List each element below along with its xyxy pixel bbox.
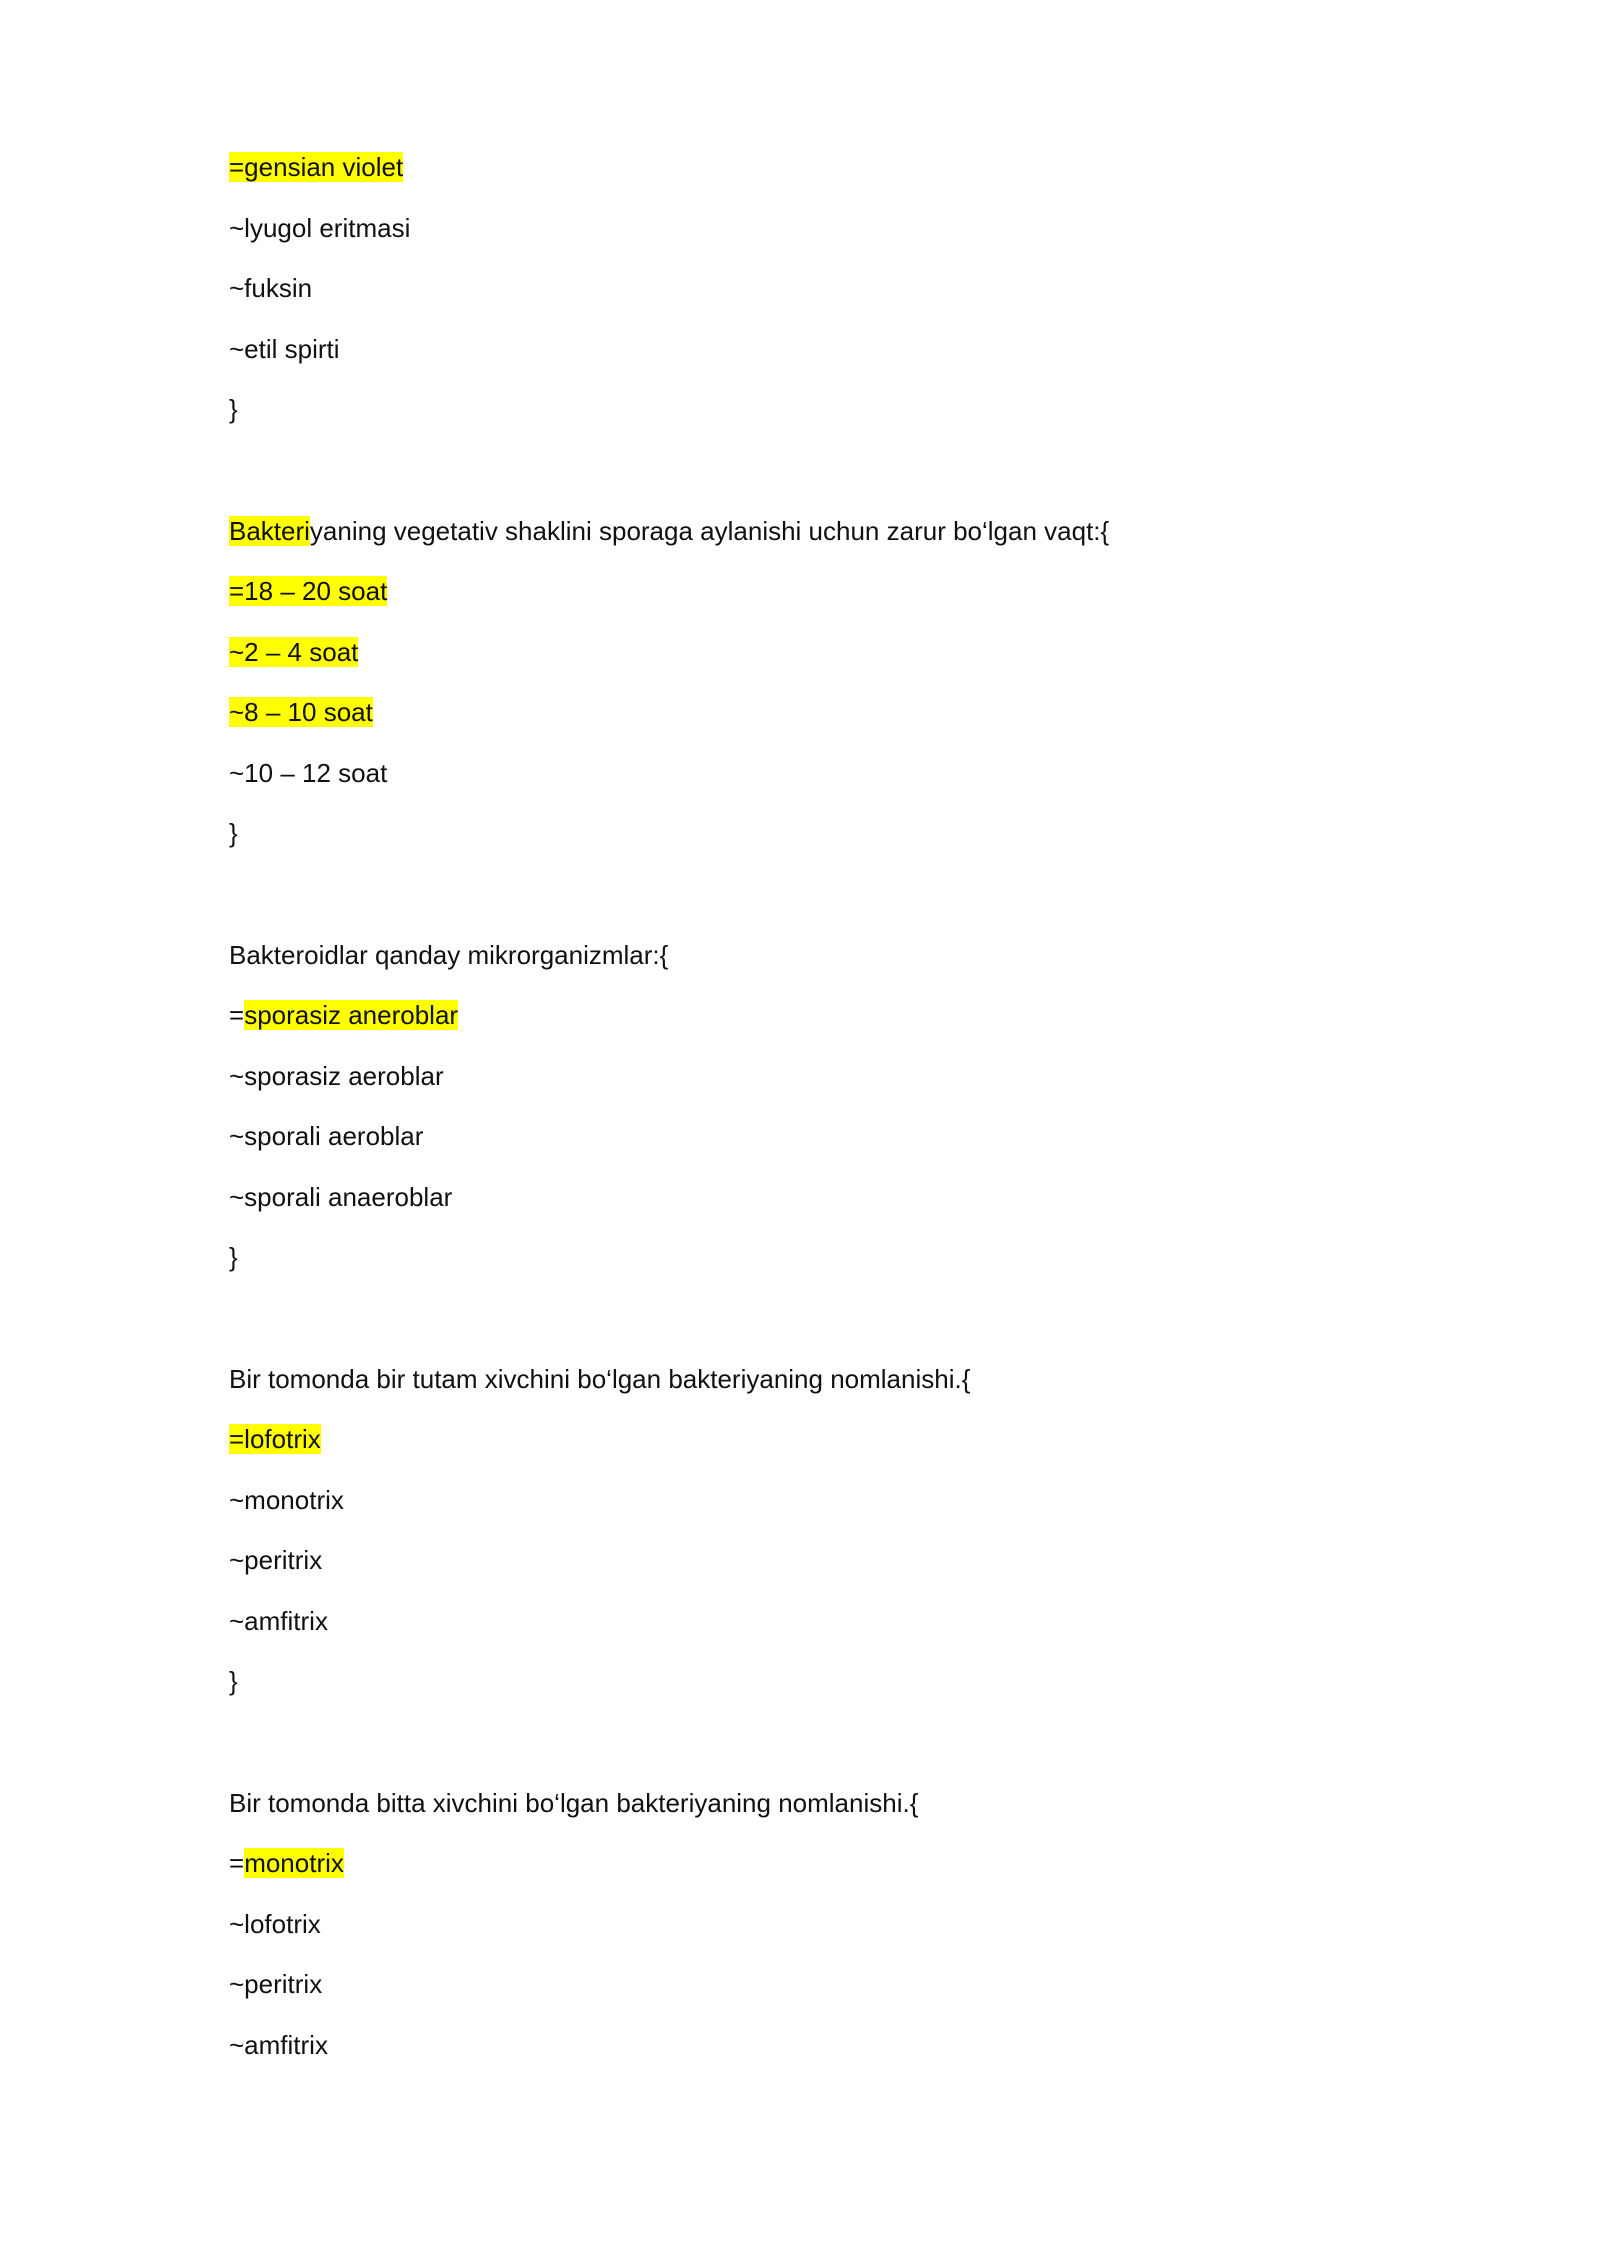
spacer (229, 453, 1379, 514)
highlighted-text: =lofotrix (229, 1424, 321, 1454)
highlighted-text: ~8 – 10 soat (229, 697, 373, 727)
answer-correct (229, 150, 1379, 184)
answer-correct (229, 1422, 1379, 1456)
answer-option: ~amfitrix (229, 2029, 328, 2060)
highlighted-text: monotrix (244, 1848, 344, 1878)
highlighted-text: =gensian violet (229, 152, 404, 182)
answer-correct (229, 574, 1379, 608)
answer-option: ~sporasiz aeroblar (229, 1060, 444, 1091)
question-text: Bir tomonda bir tutam xivchini bo‘lgan bakteriyaning nomlanishi.{ (229, 1363, 971, 1394)
answer-prefix: = (229, 1000, 245, 1030)
highlighted-text: sporasiz aneroblar (244, 1000, 459, 1030)
answer-correct (229, 998, 1379, 1032)
answer-option: ~lyugol eritmasi (229, 212, 411, 243)
spacer (229, 1725, 1379, 1786)
question-text: Bir tomonda bitta xivchini bo‘lgan bakteriyaning nomlanishi.{ (229, 1787, 919, 1818)
answer-option: ~sporali aeroblar (229, 1121, 424, 1151)
answer-prefix: = (229, 1848, 245, 1878)
answer-correct (229, 1846, 1379, 1880)
question-rest: yaning vegetativ shaklini sporaga aylanishi uchun zarur bo‘lgan vaqt:{ (309, 515, 1110, 546)
question-text: Bakteroidlar qanday mikrorganizmlar:{ (229, 939, 669, 970)
highlighted-text: ~2 – 4 soat (229, 636, 359, 667)
answer-option: ~lofotrix (229, 1908, 321, 1939)
closing-brace: } (229, 818, 238, 848)
answer-option: ~monotrix (229, 1484, 344, 1515)
answer-option (229, 635, 1379, 669)
answer-option: ~etil spirti (229, 333, 340, 364)
answer-option: ~fuksin (229, 273, 313, 303)
answer-option (229, 695, 1379, 729)
spacer (229, 877, 1379, 938)
answer-option: ~peritrix (229, 1969, 323, 1999)
highlighted-text: =18 – 20 soat (229, 576, 388, 606)
closing-brace: } (229, 394, 238, 424)
question-text (229, 514, 1379, 548)
answer-option: ~10 – 12 soat (229, 757, 388, 788)
highlighted-text: Bakteri (229, 515, 310, 546)
document-body (229, 150, 1379, 2088)
closing-brace: } (229, 1242, 238, 1272)
spacer (229, 1301, 1379, 1362)
closing-brace: } (229, 1666, 238, 1696)
answer-option: ~peritrix (229, 1545, 323, 1575)
answer-option: ~amfitrix (229, 1605, 328, 1636)
answer-option: ~sporali anaeroblar (229, 1181, 453, 1212)
